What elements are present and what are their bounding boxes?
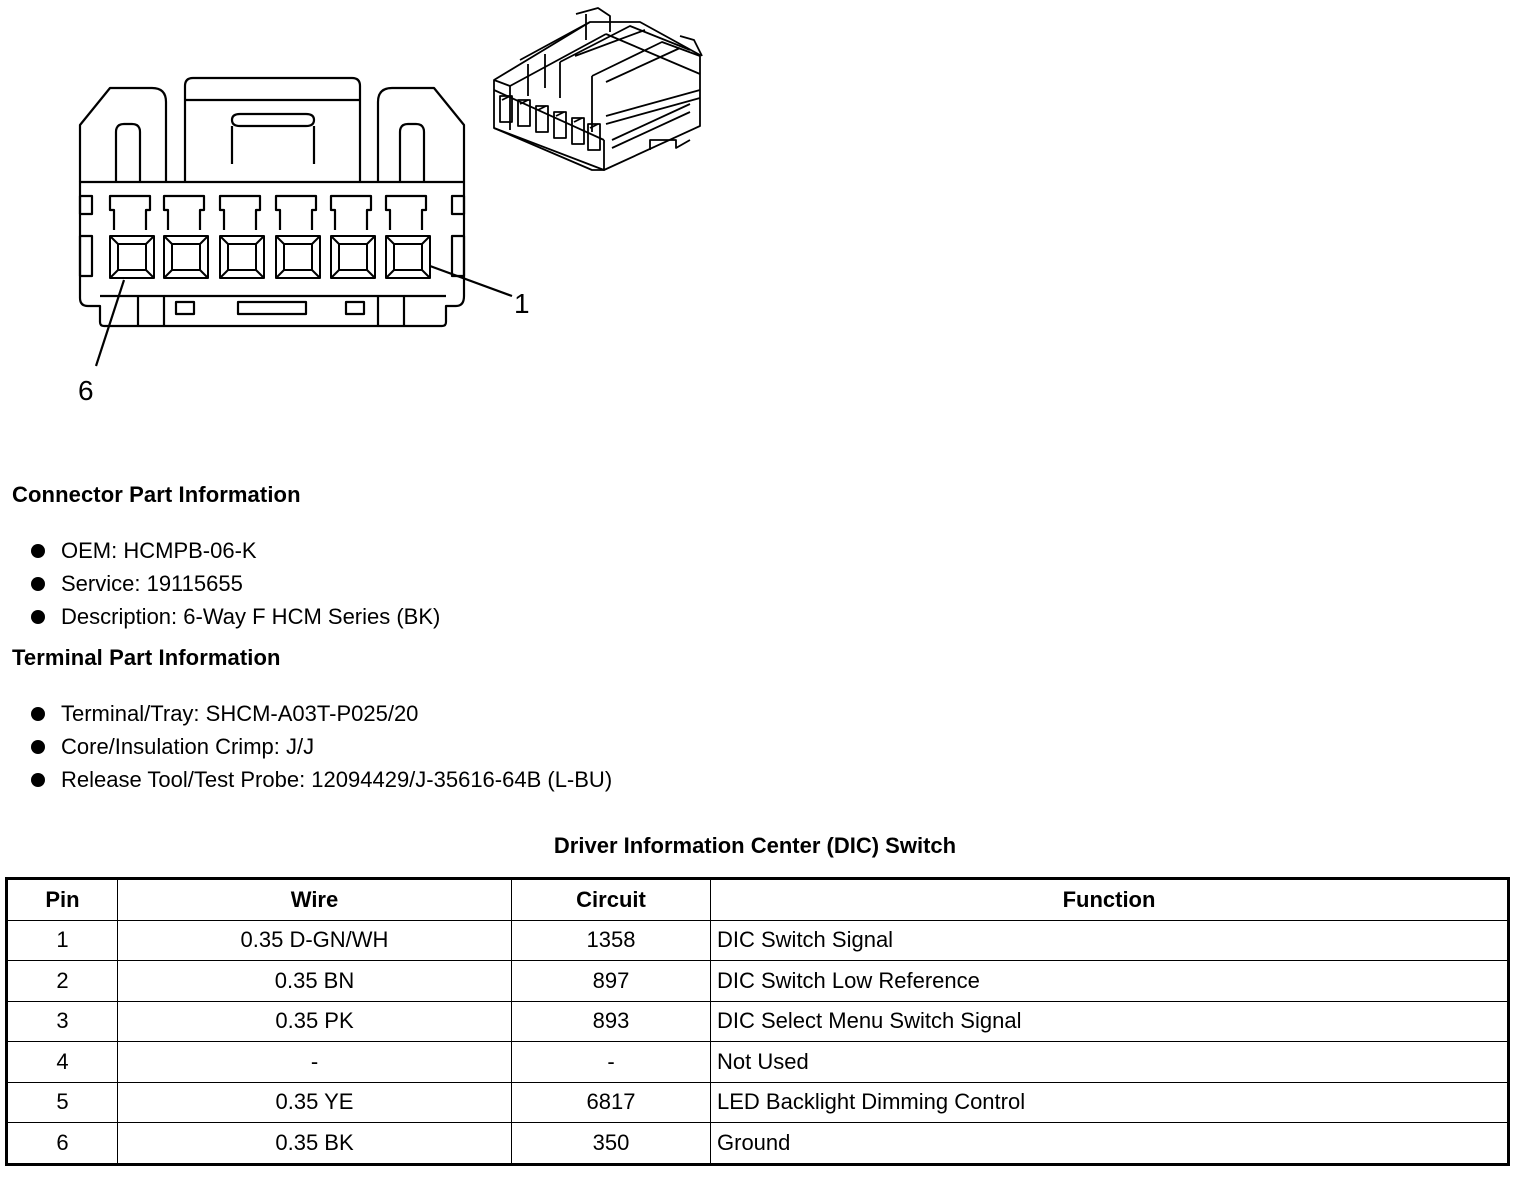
list-item: Core/Insulation Crimp: J/J: [28, 730, 612, 763]
connector-info-heading: Connector Part Information: [12, 482, 301, 507]
terminal-info-heading: Terminal Part Information: [12, 645, 281, 670]
pin-cell: 3: [7, 1001, 118, 1042]
function-cell: Not Used: [711, 1042, 1509, 1083]
column-header-function: Function: [711, 879, 1509, 921]
function-cell: DIC Switch Low Reference: [711, 961, 1509, 1002]
bullet-icon: [31, 544, 45, 558]
terminal-info-list: [28, 697, 612, 796]
center-lock: [185, 78, 360, 182]
list-item: Terminal/Tray: SHCM-A03T-P025/20: [28, 697, 612, 730]
column-header-pin: Pin: [7, 879, 118, 921]
callout-pin-1: 1: [514, 288, 530, 319]
bullet-icon: [31, 773, 45, 787]
wire-cell: 0.35 D-GN/WH: [118, 920, 512, 961]
pin-cell: 6: [7, 1123, 118, 1165]
function-cell: DIC Switch Signal: [711, 920, 1509, 961]
right-latch: [378, 88, 464, 182]
table-row: [7, 1042, 1509, 1083]
bullet-icon: [31, 707, 45, 721]
list-item: OEM: HCMPB-06-K: [28, 534, 440, 567]
wire-cell: -: [118, 1042, 512, 1083]
function-cell: DIC Select Menu Switch Signal: [711, 1001, 1509, 1042]
bullet-icon: [31, 577, 45, 591]
connector-diagram: [0, 0, 1520, 420]
bullet-icon: [31, 610, 45, 624]
pin-cell: 1: [7, 920, 118, 961]
circuit-cell: 893: [512, 1001, 711, 1042]
circuit-cell: 6817: [512, 1082, 711, 1123]
connector-info-list: [28, 534, 440, 633]
pin-keys: [110, 196, 426, 230]
left-latch: [80, 88, 166, 182]
column-header-wire: Wire: [118, 879, 512, 921]
circuit-cell: 1358: [512, 920, 711, 961]
list-item: Service: 19115655: [28, 567, 440, 600]
pinout-table: [5, 877, 1510, 1166]
table-row: [7, 1082, 1509, 1123]
wire-cell: 0.35 PK: [118, 1001, 512, 1042]
table-row: [7, 1123, 1509, 1165]
circuit-cell: -: [512, 1042, 711, 1083]
table-title: Driver Information Center (DIC) Switch: [553, 833, 957, 858]
pin-cell: 4: [7, 1042, 118, 1083]
callout-pin-6: 6: [78, 375, 94, 406]
connector-isometric-view: [494, 8, 702, 170]
leader-pin-1: [430, 266, 512, 296]
circuit-cell: 897: [512, 961, 711, 1002]
table-row: [7, 1001, 1509, 1042]
table-row: [7, 961, 1509, 1002]
pin-cell: 2: [7, 961, 118, 1002]
list-item: Description: 6-Way F HCM Series (BK): [28, 600, 440, 633]
bullet-icon: [31, 740, 45, 754]
pin-cell: 5: [7, 1082, 118, 1123]
circuit-cell: 350: [512, 1123, 711, 1165]
column-header-circuit: Circuit: [512, 879, 711, 921]
wire-cell: 0.35 BK: [118, 1123, 512, 1165]
table-header-row: [7, 879, 1509, 921]
wire-cell: 0.35 BN: [118, 961, 512, 1002]
function-cell: Ground: [711, 1123, 1509, 1165]
table-row: [7, 920, 1509, 961]
list-item: Release Tool/Test Probe: 12094429/J-35616-64B (L-BU): [28, 763, 612, 796]
pin-cavities: [110, 236, 430, 278]
function-cell: LED Backlight Dimming Control: [711, 1082, 1509, 1123]
wire-cell: 0.35 YE: [118, 1082, 512, 1123]
